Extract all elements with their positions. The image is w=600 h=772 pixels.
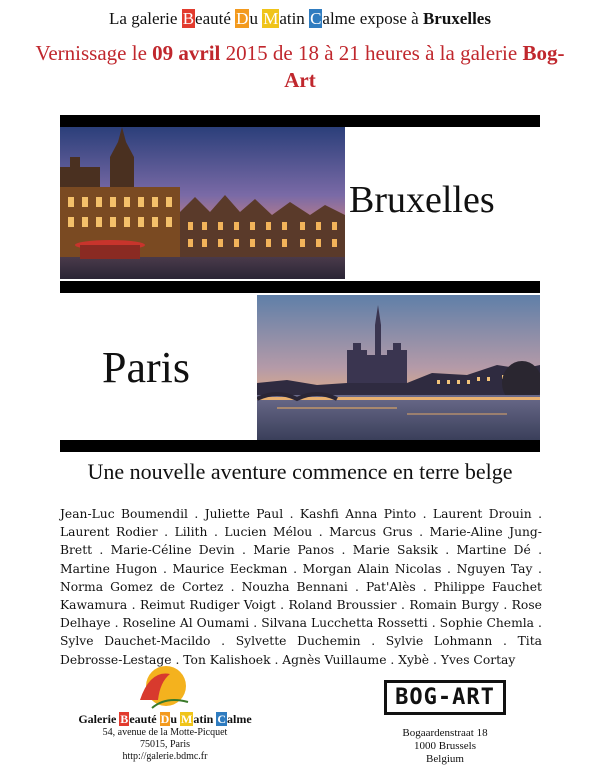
gallery-name-word-4: [309, 9, 355, 28]
artist-name: Morgan Alain Nicolas: [302, 561, 442, 576]
bogart-footer: [370, 680, 520, 766]
subtitle: Une nouvelle aventure commence en terre belge: [87, 459, 513, 484]
artist-name: Sylvie Lohmann: [385, 634, 493, 649]
vernissage-date: 09 avril: [152, 41, 221, 65]
gallery-name-cap-4: C: [310, 9, 322, 28]
gallery-footer-cap-1: B: [120, 712, 129, 726]
artist-name: Romain Burgy: [409, 598, 499, 613]
paris-photo-image: [257, 295, 540, 440]
artist-name: Marie-Céline Devin: [110, 543, 235, 558]
gallery-footer-prefix: Galerie: [78, 712, 117, 726]
artist-name: Martine Hugon: [60, 561, 158, 576]
bruxelles-photo-image: [60, 127, 345, 279]
artist-separator: .: [274, 652, 279, 667]
artist-separator: .: [538, 561, 542, 576]
divider-band-middle: [60, 281, 540, 293]
artist-name: Juliette Paul: [204, 507, 284, 521]
artist-separator: .: [371, 634, 376, 649]
artist-separator: .: [419, 525, 423, 540]
artist-separator: .: [390, 652, 395, 667]
gallery-name: [182, 9, 360, 28]
artist-name: Roseline Al Oumami: [122, 616, 250, 631]
artist-separator: .: [99, 543, 104, 558]
gallery-name-cap-2: D: [236, 9, 249, 28]
header-title: [0, 9, 600, 29]
gallery-footer-word-3: [180, 712, 213, 726]
vernissage-time: 2015 de 18 à 21 heures à la galerie: [225, 41, 518, 65]
artist-name: Marie-Aline Jung-Brett: [60, 525, 542, 558]
artist-separator: .: [175, 652, 180, 667]
bogart-country: Belgium: [426, 753, 464, 765]
bogart-logo: BOG-ART: [384, 680, 506, 715]
artist-name: Pat'Alès: [365, 579, 416, 594]
artist-name: Norma Gomez de Cortez: [60, 579, 224, 594]
header-city: Bruxelles: [422, 9, 491, 28]
bruxelles-label: Bruxelles: [349, 179, 495, 221]
artist-name: Kashfi Anna Pinto: [299, 507, 417, 521]
artist-name: Maurice Eeckman: [172, 561, 288, 576]
gallery-footer-word-1: [119, 712, 156, 726]
artist-name: Laurent Rodier: [60, 525, 158, 540]
gallery-url[interactable]: http://galerie.bdmc.fr: [122, 751, 208, 762]
gallery-logo-image: [130, 660, 200, 712]
divider-band-top: [60, 115, 540, 127]
artist-separator: .: [289, 507, 294, 521]
artist-separator: .: [114, 616, 119, 631]
artist-separator: .: [341, 543, 346, 558]
gallery-address: 54, avenue de la Motte-Picquet: [102, 727, 228, 738]
gallery-footer-cap-4: C: [217, 712, 227, 726]
header-middle: expose à: [359, 9, 419, 28]
gallery-name-rest-3: atin: [279, 9, 305, 28]
artist-separator: .: [538, 543, 542, 558]
artist-name: Tita Debrosse-Lestage: [60, 634, 542, 667]
artist-name: Sophie Chemla: [439, 616, 535, 631]
artist-separator: .: [447, 561, 451, 576]
paris-label: Paris: [102, 343, 190, 392]
artist-separator: .: [213, 525, 218, 540]
artist-separator: .: [253, 616, 258, 631]
artist-name: Marie Saksik: [352, 543, 438, 558]
artist-separator: .: [433, 652, 437, 667]
gallery-name-word-1: [182, 9, 231, 28]
artist-separator: .: [242, 543, 246, 558]
artist-separator: .: [280, 598, 285, 613]
gallery-footer-cap-2: D: [160, 712, 170, 726]
artists-list: [60, 505, 542, 669]
artist-name: Jean-Luc Boumendil: [60, 507, 188, 521]
gallery-name-cap-1: B: [182, 9, 195, 28]
artist-separator: .: [538, 507, 542, 521]
gallery-name-word-3: [262, 9, 305, 28]
artist-name: Nguyen Tay: [456, 561, 533, 576]
artist-name: Sylvette Duchemin: [235, 634, 361, 649]
gallery-footer-rest-2: u: [170, 712, 177, 726]
artist-name: Xybè: [398, 652, 430, 667]
artist-name: Marie Panos: [253, 543, 335, 558]
artist-name: Marcus Grus: [329, 525, 413, 540]
gallery-footer-rest-4: alme: [227, 712, 252, 726]
gallery-footer-word-4: [216, 712, 251, 726]
header-prefix: La galerie: [109, 9, 178, 28]
artist-name: Silvana Lucchetta Rossetti: [261, 616, 428, 631]
paris-photo: [257, 295, 540, 440]
artist-name: Lucien Mélou: [224, 525, 313, 540]
artist-separator: .: [162, 561, 167, 576]
artist-separator: .: [221, 634, 226, 649]
artist-name: Ton Kalishoek: [183, 652, 271, 667]
artist-name: Sylve Dauchet-Macildo: [60, 634, 211, 649]
vernissage-prefix: Vernissage le: [35, 41, 147, 65]
gallery-footer-rest-1: eauté: [129, 712, 157, 726]
artist-name: Laurent Drouin: [432, 507, 532, 521]
vernissage-line: [30, 40, 570, 94]
artist-separator: .: [293, 561, 297, 576]
artist-name: Nouzha Bennani: [241, 579, 348, 594]
artist-separator: .: [400, 598, 405, 613]
artist-separator: .: [354, 579, 359, 594]
artist-separator: .: [445, 543, 450, 558]
gallery-city: 75015, Paris: [140, 739, 190, 750]
artist-separator: .: [131, 598, 136, 613]
artist-separator: .: [431, 616, 436, 631]
artist-separator: .: [318, 525, 323, 540]
gallery-footer-cap-3: M: [181, 712, 193, 726]
gallery-footer-word-2: [160, 712, 177, 726]
artist-separator: .: [503, 598, 508, 613]
artist-name: Yves Cortay: [440, 652, 516, 667]
artist-separator: .: [230, 579, 235, 594]
gallery-name-footer: [60, 712, 270, 727]
gallery-name-rest-4: alme: [322, 9, 356, 28]
gallery-name-rest-2: u: [249, 9, 258, 28]
artist-name: Martine Dé: [456, 543, 531, 558]
artist-separator: .: [422, 579, 427, 594]
artist-separator: .: [164, 525, 169, 540]
artist-name: Philippe Fauchet Kawamura: [60, 579, 542, 613]
artist-separator: .: [502, 634, 507, 649]
gallery-footer-rest-3: atin: [193, 712, 214, 726]
gallery-name-word-2: [235, 9, 258, 28]
artist-name: Reimut Rudiger Voigt: [139, 598, 276, 613]
artist-name: Lilith: [174, 525, 208, 540]
bogart-street: Bogaardenstraat 18: [402, 727, 488, 739]
bogart-city: 1000 Brussels: [413, 740, 477, 752]
gallery-name-cap-3: M: [263, 9, 279, 28]
artist-name: Roland Broussier: [288, 598, 397, 613]
artist-name: Rose Delhaye: [60, 598, 542, 631]
artist-name: Agnès Vuillaume: [282, 652, 387, 667]
artist-separator: .: [194, 507, 199, 521]
artist-separator: .: [538, 616, 542, 631]
bruxelles-photo: [60, 127, 345, 279]
artist-separator: .: [422, 507, 427, 521]
gallery-footer: [60, 660, 270, 763]
gallery-name-rest-1: eauté: [195, 9, 231, 28]
divider-band-bottom: [60, 440, 540, 452]
vernissage-venue: Bog-Art: [284, 41, 565, 92]
